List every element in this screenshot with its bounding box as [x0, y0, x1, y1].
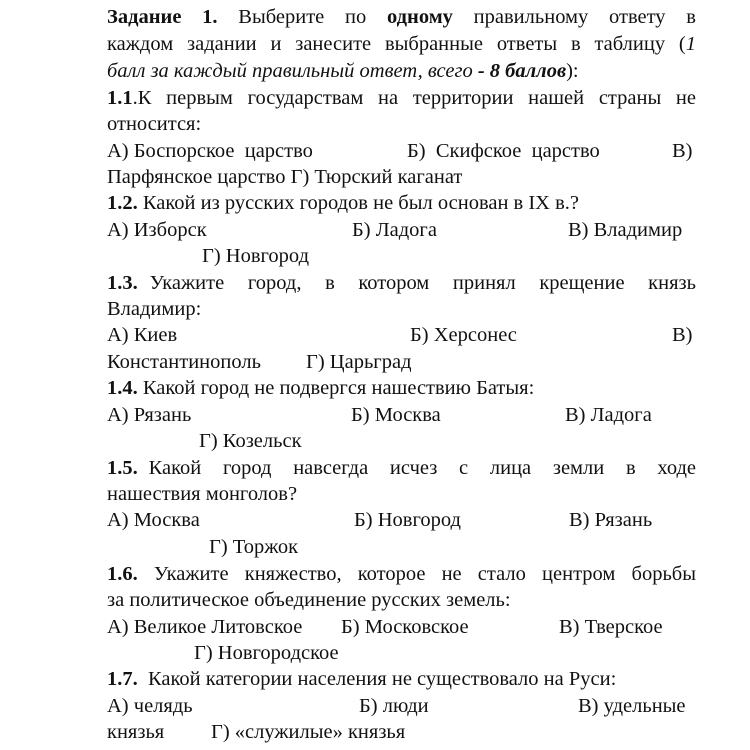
question-text: за политическое объединение русских земель:: [107, 589, 511, 611]
task-line2-italic: 1: [685, 33, 696, 55]
question-1-6-text-cont: [107, 587, 696, 613]
task-scoring-line: [107, 58, 696, 84]
option-c: В): [672, 324, 693, 346]
task-instructions-line: [107, 31, 696, 57]
option-d: Г) Торжок: [209, 536, 299, 558]
task-heading-line: [107, 4, 696, 30]
question-text: Владимир:: [107, 298, 202, 320]
question-1-3-options: [107, 322, 696, 348]
question-text: .К первым государствам на территории нашей страны не: [132, 87, 696, 109]
option-c-rest: Константинополь: [107, 351, 261, 373]
option-b: Б) Новгород: [354, 509, 461, 531]
option-c: В) Тверское: [559, 616, 663, 638]
question-1-6-options: [107, 614, 696, 640]
option-c-rest: князья: [107, 721, 165, 743]
question-number: 1.7.: [107, 668, 138, 690]
task-intro-bold: одному: [387, 6, 453, 28]
task-intro-b: правильному ответу в: [473, 6, 696, 28]
task-line2: каждом задании и занесите выбранные ответы в таблицу (: [107, 33, 686, 55]
question-1-4-text: [107, 375, 696, 401]
option-b: Б) Московское: [341, 616, 469, 638]
option-c: В) Рязань: [569, 509, 653, 531]
option-b: Б) Ладога: [352, 219, 437, 241]
question-1-1-text-cont: [107, 111, 696, 137]
option-d: Г) Царьград: [306, 351, 412, 373]
option-d: Г) Козельск: [199, 430, 302, 452]
question-1-2-text: [107, 190, 696, 216]
question-1-5-text-cont: [107, 481, 696, 507]
option-a: А) Боспорское царство: [107, 140, 313, 162]
question-1-7-options-cont: [107, 719, 696, 745]
question-1-5-options-cont: [107, 534, 696, 560]
task-intro-a: Выберите по: [238, 6, 367, 28]
question-1-1-text: [107, 85, 696, 111]
option-c: В) Ладога: [565, 404, 652, 426]
question-1-3-text: [107, 270, 696, 296]
option-b: Б) Херсонес: [410, 324, 517, 346]
question-text: Какой категории населения не существовало на Руси:: [142, 668, 617, 690]
option-c: В): [672, 140, 693, 162]
task-scoring-italic: балл за каждый правильный ответ, всего: [107, 60, 473, 82]
question-number: 1.4.: [107, 377, 138, 399]
question-1-5-options: [107, 507, 696, 533]
question-1-6-options-cont: [107, 640, 696, 666]
task-scoring-end: ):: [566, 60, 579, 82]
option-b: Б) люди: [359, 695, 429, 717]
option-a: А) челядь: [107, 695, 193, 717]
option-a: А) Москва: [107, 509, 200, 531]
question-number: 1.5.: [107, 457, 138, 479]
option-a: А) Великое Литовское: [107, 616, 303, 638]
question-1-3-options-cont: [107, 349, 696, 375]
option-b: Б) Скифское царство: [407, 140, 600, 162]
question-1-7-options: [107, 693, 696, 719]
option-a: А) Изборск: [107, 219, 207, 241]
option-c: В) удельные: [578, 695, 686, 717]
option-rest: Парфянское царство Г) Тюрский каганат: [107, 166, 463, 188]
option-d: Г) Новгород: [202, 245, 310, 267]
option-d: Г) «служилые» князья: [211, 721, 406, 743]
question-1-7-text: [107, 666, 696, 692]
question-1-5-text: [107, 455, 696, 481]
question-text: нашествия монголов?: [107, 483, 298, 505]
option-a: А) Киев: [107, 324, 178, 346]
question-number: 1.3.: [107, 272, 138, 294]
question-number: 1.1: [107, 87, 133, 109]
option-a: А) Рязань: [107, 404, 192, 426]
question-1-4-options: [107, 402, 696, 428]
question-text: Укажите княжество, которое не стало центром борьбы: [153, 563, 697, 585]
option-b: Б) Москва: [351, 404, 441, 426]
question-1-4-options-cont: [107, 428, 696, 454]
question-number: 1.6.: [107, 563, 138, 585]
question-text: Укажите город, в котором принял крещение князь: [149, 272, 696, 294]
question-text: Какой из русских городов не был основан в IX в.?: [142, 192, 580, 214]
question-1-3-text-cont: [107, 296, 696, 322]
question-1-1-options: [107, 138, 696, 164]
option-d: Г) Новгородское: [194, 642, 339, 664]
question-1-6-text: [107, 561, 696, 587]
question-text: Какой город навсегда исчез с лица земли в ходе: [148, 457, 697, 479]
option-c: В) Владимир: [568, 219, 683, 241]
question-1-1-options-cont: [107, 164, 696, 190]
task-scoring-total: - 8 баллов: [477, 60, 567, 82]
question-text: Какой город не подвергся нашествию Батыя:: [142, 377, 535, 399]
question-text: относится:: [107, 113, 202, 135]
question-1-2-options-cont: [107, 243, 696, 269]
question-1-2-options: [107, 217, 696, 243]
task-title: Задание 1.: [107, 6, 218, 28]
question-number: 1.2.: [107, 192, 138, 214]
